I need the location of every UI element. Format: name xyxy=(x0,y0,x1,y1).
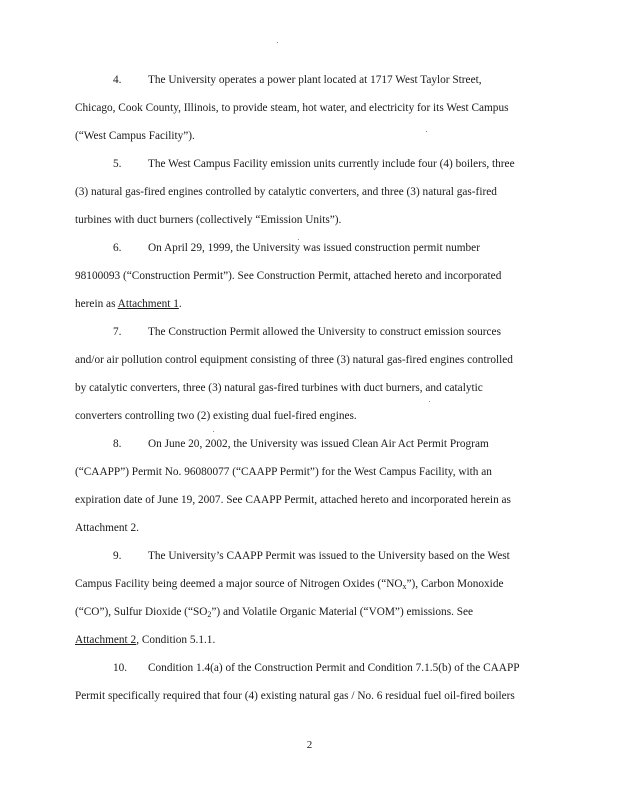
paragraph-10: 10. Condition 1.4(a) of the Construction Permit and Condition 7.1.5(b) of the CAAPP Permit specifically required that four (4) existing natural gas / No. 6 residual fuel oil-fired boilers xyxy=(75,654,545,710)
scan-speck xyxy=(213,431,214,432)
paragraph-9: 9. The University’s CAAPP Permit was issued to the University based on the West Campus Facility being deemed a major source of Nitrogen Oxides $(“NO_x”)$, Carbon Monoxide (“CO”), Sulfur Dioxide $(“SO_2”)$ and Volatile Organic Material (“VOM”) emissions. See Attachment 2, Condition 5.1.1. xyxy=(75,542,545,654)
scan-speck xyxy=(298,239,299,240)
scan-speck xyxy=(277,42,278,43)
paragraph-number: 7. xyxy=(113,326,122,338)
paragraph-number: 8. xyxy=(113,438,122,450)
paragraph-number: 5. xyxy=(113,158,122,170)
paragraph-4: 4. The University operates a power plant located at 1717 West Taylor Street, Chicago, Cook County, Illinois, to provide steam, hot water, and electricity for its West Campus (“West Campus Facility”). xyxy=(75,66,545,150)
paragraph-number: 9. xyxy=(113,550,122,562)
paragraph-number: 10. xyxy=(113,662,128,674)
paragraph-6: 6. On April 29, 1999, the University was issued construction permit number 98100093 (“Construction Permit”). See Construction Permit, attached hereto and incorporated herein as Attachment 1. xyxy=(75,234,545,318)
attachment-2-reference: Attachment 2 xyxy=(75,634,137,646)
page-number: 2 xyxy=(306,739,313,751)
paragraph-number: 6. xyxy=(113,242,122,254)
attachment-1-reference: Attachment 1 xyxy=(117,298,179,310)
paragraph-7: 7. The Construction Permit allowed the University to construct emission sources and/or air pollution control equipment consisting of three (3) natural gas-fired engines controlled by catalytic converters, three (3) natural gas-fired turbines with duct burners, and catalytic converters controlling two (2) existing dual fuel-fired engines. xyxy=(75,318,545,430)
paragraph-5: 5. The West Campus Facility emission units currently include four (4) boilers, three (3) natural gas-fired engines controlled by catalytic converters, and three (3) natural gas-fired turbines with duct burners (collectively “Emission Units”). xyxy=(75,150,545,234)
scan-speck xyxy=(429,401,430,402)
paragraph-number: 4. xyxy=(113,74,122,86)
paragraph-8: 8. On June 20, 2002, the University was issued Clean Air Act Permit Program (“CAAPP”) Permit No. 96080077 (“CAAPP Permit”) for the West Campus Facility, with an expiration date of June 19, 2007. See CAAPP Permit, attached hereto and incorporated herein as Attachment 2. xyxy=(75,430,545,542)
scan-speck xyxy=(426,131,427,132)
